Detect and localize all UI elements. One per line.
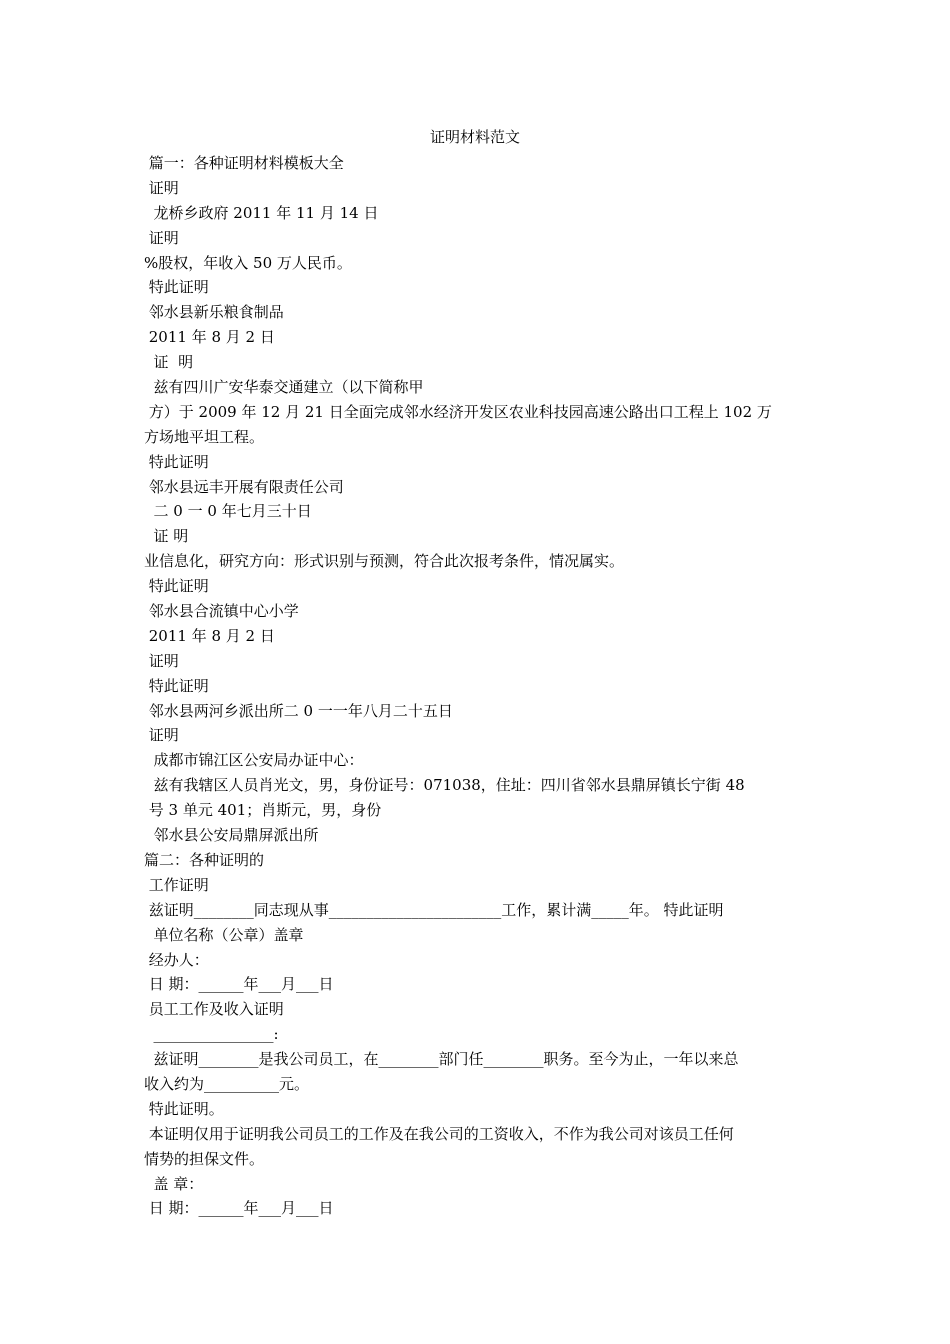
text-line: 业信息化，研究方向：形式识别与预测，符合此次报考条件，情况属实。 (144, 552, 625, 571)
text-line: 日 期：______年___月___日 (144, 1199, 334, 1218)
document-title: 证明材料范文 (429, 128, 520, 146)
text-line: 证明 (144, 228, 179, 247)
text-line: 盖 章： (144, 1174, 204, 1193)
text-line: 号 3 单元 401；肖斯元，男，身份 (144, 801, 382, 820)
text-line: 成都市锦江区公安局办证中心： (144, 751, 364, 770)
text-line: 特此证明。 (144, 1099, 224, 1118)
text-line: 特此证明 (144, 676, 209, 695)
text-line: 证明 (144, 178, 179, 197)
text-line: %股权，年收入 50 万人民币。 (144, 253, 352, 272)
text-line: 本证明仅用于证明我公司员工的工作及在我公司的工资收入，不作为我公司对该员工任何 (144, 1124, 734, 1143)
text-line: 二 0 一 0 年七月三十日 (144, 502, 312, 521)
text-line: 特此证明 (144, 577, 209, 596)
text-line: 特此证明 (144, 278, 209, 297)
text-line: 员工工作及收入证明 (144, 1000, 284, 1019)
text-line: 兹有四川广安华泰交通建立（以下简称甲 (144, 378, 424, 397)
text-line: 邻水县远丰开展有限责任公司 (144, 477, 344, 496)
text-line: 兹证明________同志现从事_______________________工作，累计满_____年。 特此证明 (144, 900, 724, 919)
text-line: 方场地平坦工程。 (144, 427, 265, 446)
text-line: 邻水县合流镇中心小学 (144, 602, 299, 621)
text-line: 龙桥乡政府 2011 年 11 月 14 日 (144, 203, 379, 222)
text-line: 证 明 (144, 527, 189, 546)
text-line: 日 期：______年___月___日 (144, 975, 334, 994)
text-line: 2011 年 8 月 2 日 (144, 626, 275, 645)
text-line: 兹证明________是我公司员工，在________部门任________职务。至今为止，一年以来总 (144, 1050, 739, 1069)
text-line: 特此证明 (144, 452, 209, 471)
text-line: 证 明 (144, 353, 194, 372)
text-line: 单位名称（公章）盖章 (144, 925, 304, 944)
text-line: 收入约为__________元。 (144, 1074, 310, 1093)
text-line: 证明 (144, 651, 179, 670)
text-line: 方）于 2009 年 12 月 21 日全面完成邻水经济开发区农业科技园高速公路出口工程上 102 万 (144, 402, 772, 421)
text-line: 篇一：各种证明材料模板大全 (144, 154, 344, 172)
text-line: ________________: (144, 1025, 279, 1044)
text-line: 工作证明 (144, 875, 209, 894)
text-line: 情势的担保文件。 (144, 1149, 265, 1168)
text-line: 邻水县两河乡派出所二 0 一一年八月二十五日 (144, 701, 453, 720)
text-line: 经办人： (144, 950, 209, 969)
text-line: 邻水县公安局鼎屏派出所 (144, 826, 319, 845)
text-line: 篇二：各种证明的 (144, 850, 265, 869)
text-line: 邻水县新乐粮食制品 (144, 303, 284, 322)
text-line: 兹有我辖区人员肖光文，男，身份证号：071038，住址：四川省邻水县鼎屏镇长宁街 48 (144, 776, 745, 795)
text-line: 2011 年 8 月 2 日 (144, 328, 275, 347)
document-body (144, 151, 824, 1221)
text-line: 证明 (144, 726, 179, 745)
